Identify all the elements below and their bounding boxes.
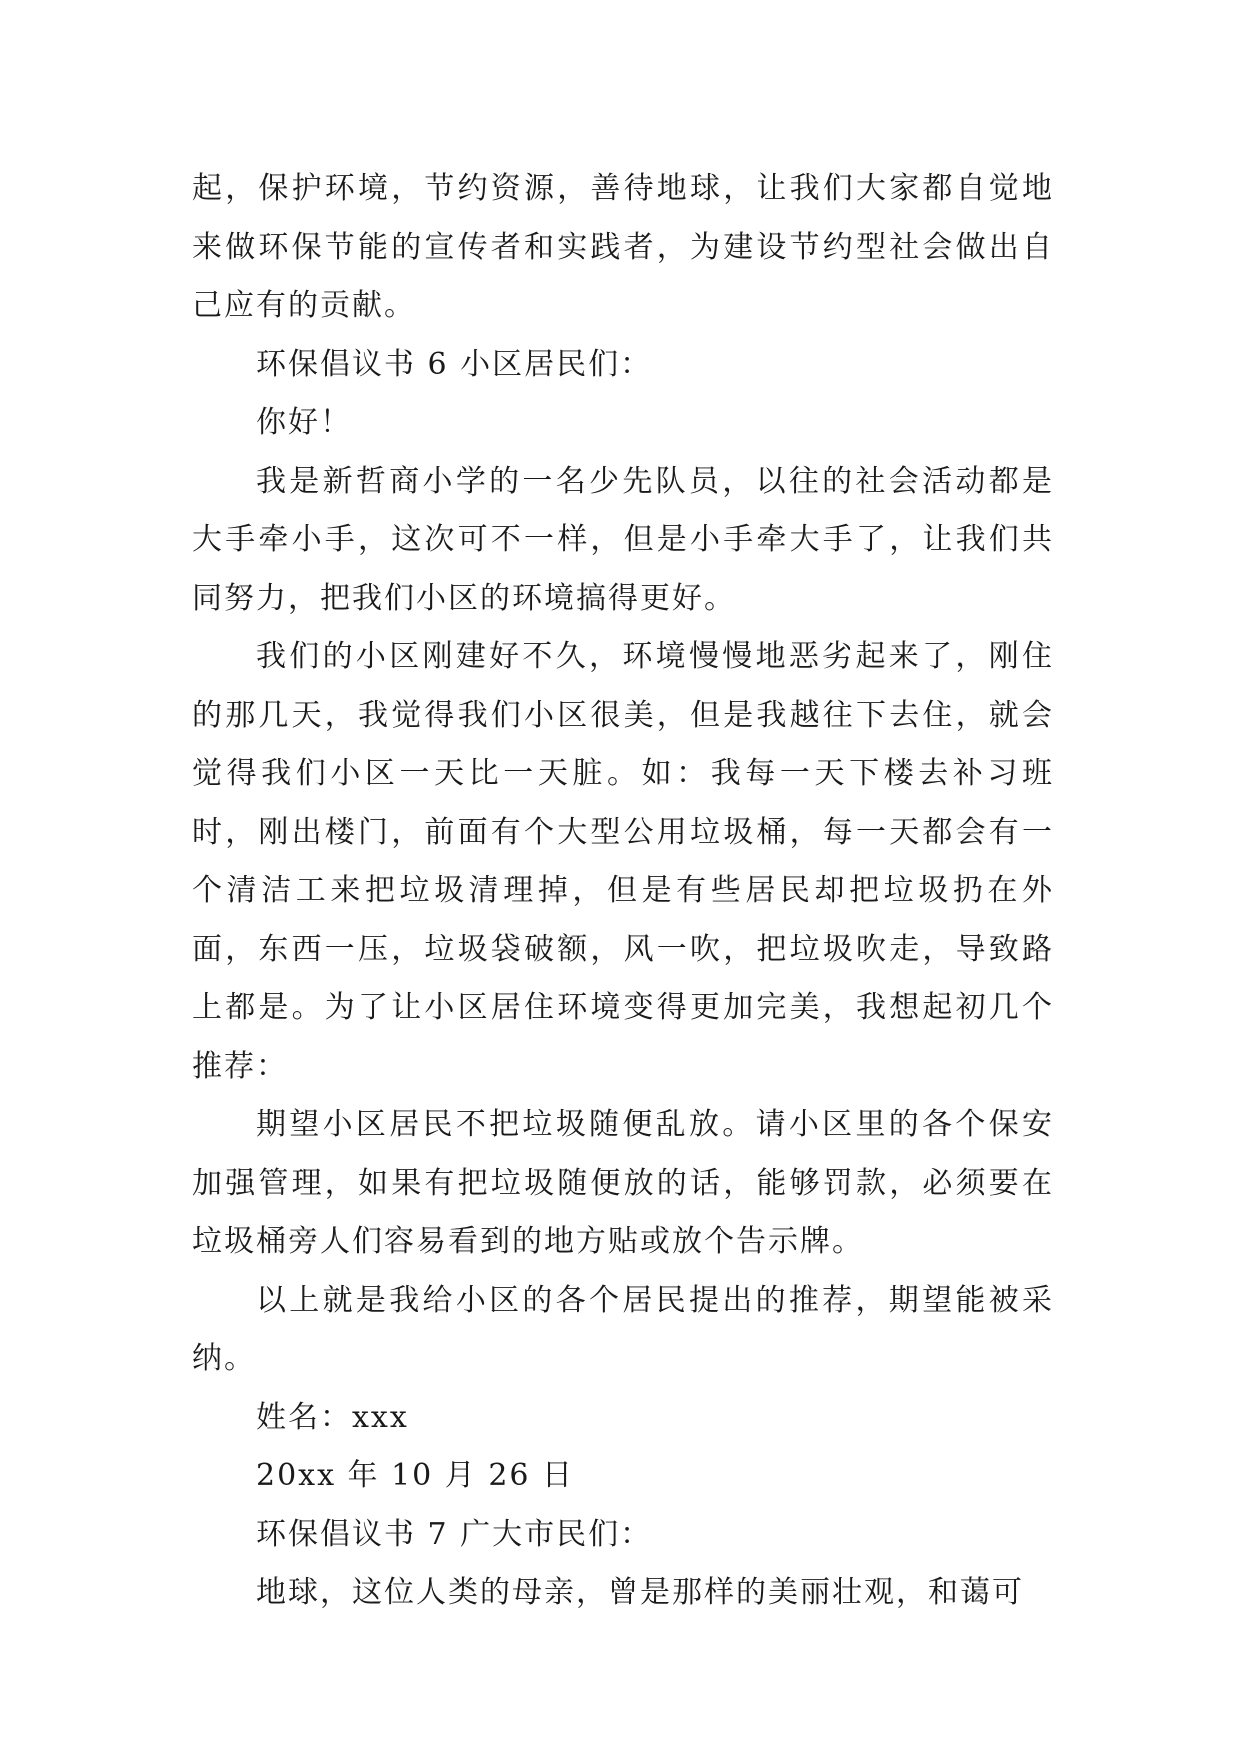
heading-proposal-6: 环保倡议书 6 小区居民们： bbox=[256, 346, 653, 382]
paragraph-conclusion: 以上就是我给小区的各个居民提出的推荐，期望能被采纳。 bbox=[192, 1282, 1054, 1376]
paragraph-earth-opening: 地球，这位人类的母亲，曾是那样的美丽壮观，和蔼可 bbox=[256, 1575, 1024, 1610]
greeting: 你好！ bbox=[256, 405, 352, 440]
paragraph-problem-description: 我们的小区刚建好不久，环境慢慢地恶劣起来了，刚住的那几天，我觉得我们小区很美，但是我越往下去住，就会觉得我们小区一天比一天脏。如：我每一天下楼去补习班时，刚出楼门，前面有个大型公用垃圾桶，每一天都会有一个清洁工来把垃圾清理掉，但是有些居民却把垃圾扔在外面，东西一压，垃圾袋破额，风一吹，把垃圾吹走，导致路上都是。为了让小区居住环境变得更加完美，我想起初几个推荐： bbox=[192, 639, 1054, 1084]
signature-name: 姓名：xxx bbox=[256, 1399, 409, 1435]
paragraph-suggestion: 期望小区居民不把垃圾随便乱放。请小区里的各个保安加强管理，如果有把垃圾随便放的话，能够罚款，必须要在垃圾桶旁人们容易看到的地方贴或放个告示牌。 bbox=[192, 1107, 1054, 1259]
paragraph-introduction: 我是新哲商小学的一名少先队员，以往的社会活动都是大手牵小手，这次可不一样，但是小手牵大手了，让我们共同努力，把我们小区的环境搞得更好。 bbox=[192, 463, 1054, 616]
document-body bbox=[192, 160, 1054, 1623]
paragraph-closing-appeal: 起，保护环境，节约资源，善待地球，让我们大家都自觉地来做环保节能的宣传者和实践者，为建设节约型社会做出自己应有的贡献。 bbox=[192, 171, 1054, 323]
signature-date: 20xx 年 10 月 26 日 bbox=[256, 1458, 575, 1493]
heading-proposal-7: 环保倡议书 7 广大市民们： bbox=[256, 1516, 653, 1552]
